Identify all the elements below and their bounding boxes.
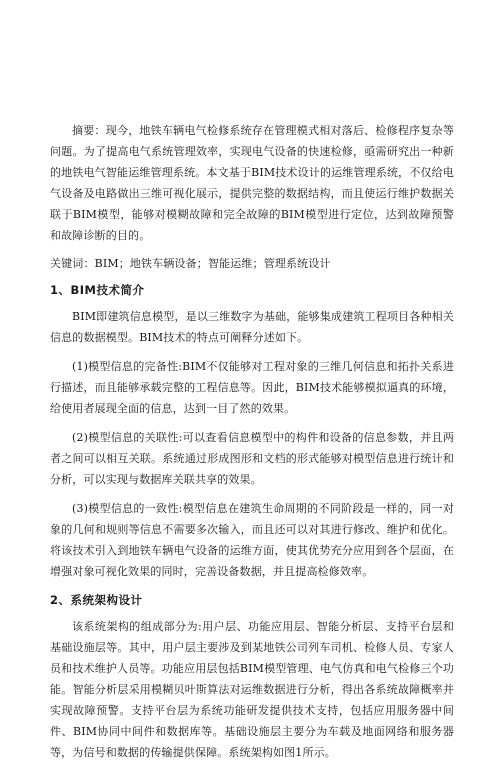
section-1-point-3: (3)模型信息的一致性:模型信息在建筑生命周期的不同阶段是一样的，同一对象的几何和规则等信息不需要多次输入，而且还可以对其进行修改、维护和优化。将该技术引入到地铁车辆电气设备的运维方面，使其优势充分应用到各个层面，在增强对象可视化效果的同时，完善设备数据，并且提高检修效率。 [50,502,454,578]
section-1-heading: 1、BIM技术简介 [50,283,145,297]
section-1-point-2: (2)模型信息的关联性:可以查看信息模型中的构件和设备的信息参数，并且两者之间可以相互关联。系统通过形成图形和文档的形式能够对模型信息进行统计和分析，可以实现与数据库关联共享的效果。 [50,431,454,486]
section-1-intro: BIM即建筑信息模型，是以三维数字为基础，能够集成建筑工程项目各种相关信息的数据模型。BIM技术的特点可阐释分述如下。 [50,310,454,344]
paper-body [50,120,454,763]
keywords-line: 关键词：BIM；地铁车辆设备；智能运维；管理系统设计 [50,257,331,270]
section-2-heading: 2、系统架构设计 [50,593,143,607]
section-2-body: 该系统架构的组成部分为:用户层、功能应用层、智能分析层、支持平台层和基础设施层等。其中，用户层主要涉及到某地铁公司列车司机、检修人员、专家人员和技术维护人员等。功能应用层包括BIM模型管理、电气仿真和电气检修三个功能。智能分析层采用模糊贝叶斯算法对运维数据进行分析，得出各系统故障概率并实现故障预警。支持平台层为系统功能研发提供技术支持，包括应用服务器中间件、BIM协同中间件和数据库等。基础设施层主要分为车载及地面网络和服务器等，为信号和数据的传输提供保障。系统架构如图1所示。 [50,620,454,759]
abstract-paragraph: 摘要：现今，地铁车辆电气检修系统存在管理模式相对落后、检修程序复杂等问题。为了提高电气系统管理效率，实现电气设备的快速检修，亟需研究出一种新的地铁电气智能运维管理系统。本文基于BIM技术设计的运维管理系统，不仅给电气设备及电路做出三维可视化展示，提供完整的数据结构，而且使运行维护数据关联于BIM模型，能够对模糊故障和完全故障的BIM模型进行定位，达到故障预警和故障诊断的目的。 [50,124,454,242]
section-1-point-1: (1)模型信息的完备性:BIM不仅能够对工程对象的三维几何信息和拓扑关系进行描述，而且能够承载完整的工程信息等。因此，BIM技术能够模拟逼真的环境，给使用者展现全面的信息，达到一目了然的效果。 [50,360,454,415]
